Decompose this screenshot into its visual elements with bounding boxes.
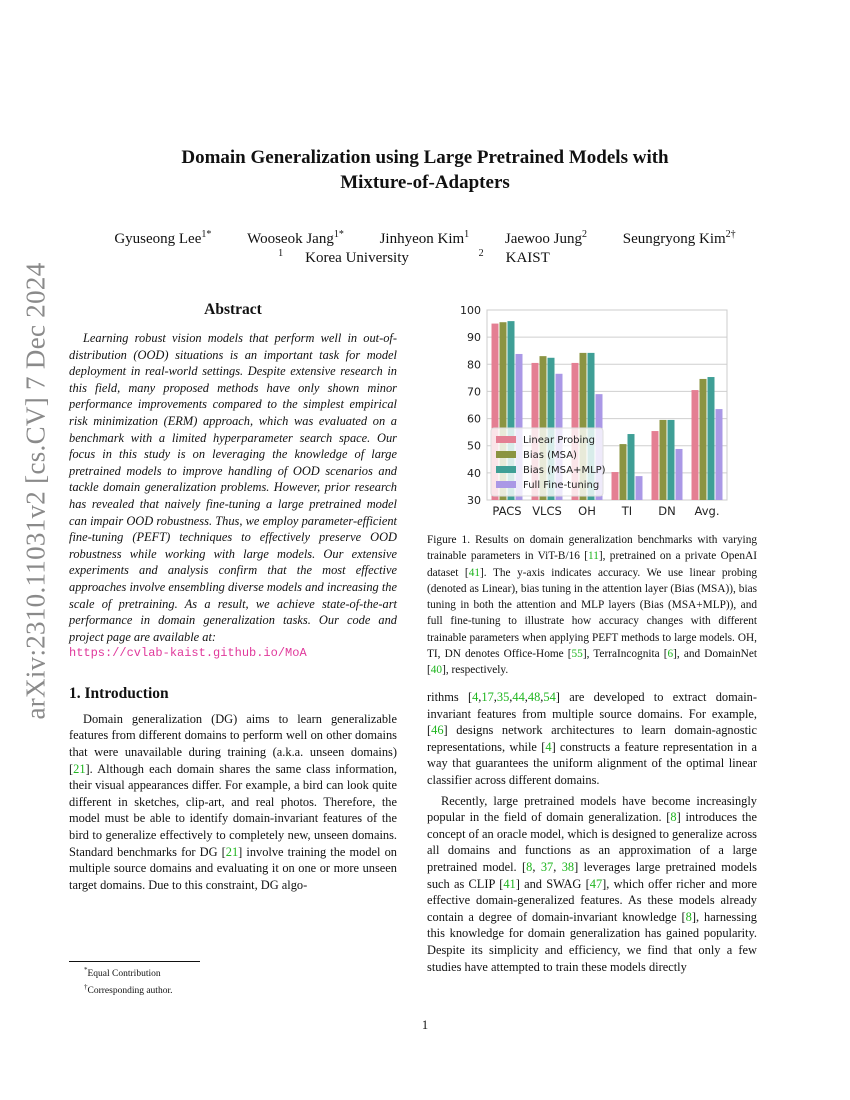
- legend-label: Linear Probing: [523, 435, 595, 446]
- bar-linear-probing-avg: [692, 390, 699, 500]
- footnote: *Equal Contribution: [84, 966, 161, 980]
- citation-link[interactable]: 4: [545, 739, 552, 754]
- page-number: 1: [421, 1018, 429, 1032]
- bar-bias-msa--dn: [660, 420, 667, 500]
- citation-link[interactable]: 6: [667, 648, 674, 661]
- text-run: ,: [524, 690, 528, 704]
- bar-linear-probing-dn: [652, 431, 659, 500]
- x-tick-label: OH: [578, 504, 596, 518]
- text-run: Domain generalization (DG) aims to learn generalizable features from different domains to perform well on other domains that were unavailable during training (a.k.a. unseen domains): [69, 711, 397, 760]
- y-tick-label: 60: [467, 412, 481, 426]
- text-run: Recently, large pretrained models have become increasingly popular in the field of domain generalization. [: [427, 793, 757, 825]
- footnotes: [84, 964, 172, 997]
- citation-link[interactable]: 40: [430, 664, 443, 677]
- citation-link[interactable]: 54: [543, 690, 556, 704]
- text-run: ], harnessing this knowledge for domain generalization has gained popularity. Despite its simplicity and efficiency, we find that only a few studies have attempted to train these models directly: [427, 909, 757, 974]
- intro-paragraph-1: [69, 711, 397, 894]
- affiliation: $^2$ KAIST: [478, 248, 550, 266]
- affiliation: $^1$ Korea University: [278, 248, 409, 266]
- y-tick-label: 70: [467, 385, 481, 399]
- y-tick-label: 50: [467, 439, 481, 453]
- text-run: ], which offer richer and more effective domain-generalized features. As these models already contain a degree of domain-invariant knowledge [: [427, 876, 758, 924]
- citation-link[interactable]: 4: [472, 690, 479, 704]
- text-run: ,: [553, 859, 562, 874]
- figure-caption: [427, 532, 757, 679]
- footnote: †Corresponding author.: [84, 982, 173, 996]
- text-run: ] leverages large pretrained models such as CLIP [: [427, 859, 757, 891]
- text-run: ] constructs a feature representation in a way that guarantees the uniform alignment of the optimal linear classifier across different domains.: [427, 739, 757, 787]
- right-paragraph-2: [427, 793, 757, 976]
- right-column: [427, 689, 757, 975]
- text-run: ,: [540, 690, 544, 704]
- text-run: ] designs network architectures to learn domain-agnostic representations, while [: [427, 723, 757, 754]
- author: Wooseok Jang$^{1*}$: [247, 229, 344, 247]
- text-run: [: [221, 844, 226, 859]
- text-run: ], and DomainNet [: [427, 648, 757, 677]
- legend-swatch: [496, 451, 516, 458]
- citation-link[interactable]: 44: [512, 690, 525, 704]
- text-run: ]. Although each domain shares the same class information, their visual appearances differ. For example, a bird can look quite different in sketches, clip-art, and real photos. Therefore, the model must be able to identify domain-invariant features of the bird to generalize effectively to completely new, unseen domains. Standard benchmarks for DG: [69, 761, 397, 859]
- y-tick-label: 100: [460, 304, 481, 317]
- citation-link[interactable]: 35: [496, 690, 510, 704]
- y-tick-label: 30: [467, 494, 481, 507]
- legend-swatch: [496, 481, 516, 488]
- text-run: ] introduces the concept of an oracle model, which is designed to generalize across all domains and functions as an approximation of a large pretrained model. [: [427, 810, 757, 874]
- text-run: ] and SWAG [: [515, 876, 590, 891]
- left-column: [69, 300, 397, 893]
- author: Jinhyeon Kim$^1$: [379, 229, 470, 247]
- citation-link[interactable]: 55: [571, 648, 583, 661]
- citation-link[interactable]: 17: [481, 690, 494, 704]
- x-tick-label: TI: [621, 504, 633, 518]
- text-run: ,: [509, 690, 513, 704]
- text-run: rithms [: [427, 690, 473, 704]
- text-run: [: [69, 761, 74, 776]
- bar-full-fine-tuning-ti: [636, 476, 643, 500]
- y-tick-label: 90: [467, 331, 481, 345]
- author: Gyuseong Lee$^{1*}$: [114, 229, 212, 247]
- citation-link[interactable]: 11: [587, 550, 599, 563]
- bar-bias-msa--ti: [620, 444, 627, 500]
- abstract-heading: Abstract: [204, 301, 262, 318]
- introduction-heading: 1. Introduction: [69, 684, 169, 702]
- citation-link[interactable]: 46: [431, 723, 444, 738]
- y-tick-label: 80: [467, 358, 481, 372]
- citation-link[interactable]: 21: [225, 844, 239, 859]
- title-line-2: Mixture-of-Adapters: [340, 172, 510, 193]
- text-run: ]. The y-axis indicates accuracy. We use linear probing (denoted as Linear), bias tuning in the attention layer (Bias (MSA)), bias tuning in both the attention and MLP layers (Bias (MSA+MLP)), and full fine-tuning to illustrate how accuracy changes with different trainable parameters when applying PEFT methods to large models. OH, TI, DN denotes Office-Home [: [427, 566, 757, 661]
- x-tick-label: VLCS: [532, 504, 562, 518]
- title-line-1: Domain Generalization using Large Pretrained Models with: [181, 147, 669, 168]
- citation-link[interactable]: 8: [685, 909, 692, 924]
- right-paragraph-1: [427, 689, 757, 789]
- bar-chart: [450, 300, 740, 520]
- citation-link[interactable]: 8: [526, 859, 533, 874]
- bar-bias-msa--avg: [700, 379, 707, 500]
- bar-linear-probing-ti: [612, 472, 619, 500]
- x-tick-label: PACS: [492, 504, 522, 518]
- bar-bias-msa-mlp--ti: [628, 434, 635, 500]
- text-run: Figure 1. Results on domain generalization benchmarks with varying trainable parameters in ViT-B/16 [: [427, 534, 757, 563]
- citation-link[interactable]: 47: [589, 876, 603, 891]
- bar-bias-msa-mlp--avg: [708, 377, 715, 500]
- x-tick-label: DN: [658, 504, 676, 518]
- text-run: ,: [532, 859, 541, 874]
- arxiv-stamp: arXiv:2310.11031v2 [cs.CV] 7 Dec 2024: [20, 262, 51, 720]
- text-run: ,: [493, 690, 497, 704]
- citation-link[interactable]: 41: [503, 876, 516, 891]
- citation-link[interactable]: 38: [561, 859, 575, 874]
- author: Jaewoo Jung$^2$: [504, 229, 587, 247]
- text-run: ] are developed to extract domain-invariant features from multiple source domains. For example, [: [427, 690, 757, 738]
- author: Seungryong Kim$^{2\dagger}$: [622, 229, 736, 247]
- footnote-rule: [69, 961, 200, 962]
- affiliations: [0, 244, 850, 268]
- x-tick-label: Avg.: [694, 504, 720, 518]
- text-run: ], respectively.: [442, 664, 509, 677]
- bar-full-fine-tuning-dn: [676, 449, 683, 500]
- text-run: ] involve training the model on multiple source domains and evaluating it on one or more unseen target domains. Due to this constraint, DG algo-: [69, 844, 397, 892]
- citation-link[interactable]: 48: [527, 690, 541, 704]
- bar-full-fine-tuning-avg: [716, 409, 723, 500]
- legend-label: Full Fine-tuning: [523, 480, 600, 491]
- abstract-body: Learning robust vision models that perform well in out-of-distribution (OOD) situations is an important task for model deployment in real-world settings. Despite extensive research in this field, many proposed methods have only shown minor performance improvements compared to the simplest empirical risk minimization (ERM) approach, which was evaluated on a benchmark with a limited hyperparameter search space. Our focus in this study is on leveraging the knowledge of large pretrained models to improve handling of OOD scenarios and tackle domain generalization problems. However, prior research has revealed that naively fine-tuning a large pretrained model can impair OOD robustness. Thus, we employ parameter-efficient fine-tuning (PEFT) techniques to effectively preserve OOD robustness while working with large models. Our extensive experiments and analysis confirm that the most effective approaches involve ensembling diverse models and increasing the scale of pretraining. As a result, we achieve state-of-the-art performance in domain generalization tasks. Our code and project page are available at: https://cvlab-kaist.github.io/MoA: [69, 331, 397, 661]
- legend-label: Bias (MSA+MLP): [523, 465, 606, 476]
- legend-label: Bias (MSA): [523, 450, 577, 461]
- citation-link[interactable]: 41: [468, 566, 480, 579]
- legend-swatch: [496, 466, 516, 473]
- text-run: ], pretrained on a private OpenAI dataset [: [427, 550, 757, 579]
- paper-title: [0, 145, 850, 195]
- citation-link[interactable]: 8: [670, 810, 677, 825]
- text-run: ,: [478, 690, 482, 704]
- bar-bias-msa-mlp--dn: [668, 420, 675, 500]
- text-run: ], TerraIncognita [: [582, 648, 668, 661]
- project-link[interactable]: https://cvlab-kaist.github.io/MoA: [69, 646, 307, 661]
- citation-link[interactable]: 21: [73, 761, 86, 776]
- y-tick-label: 40: [467, 466, 481, 480]
- legend-swatch: [496, 436, 516, 443]
- citation-link[interactable]: 37: [540, 859, 554, 874]
